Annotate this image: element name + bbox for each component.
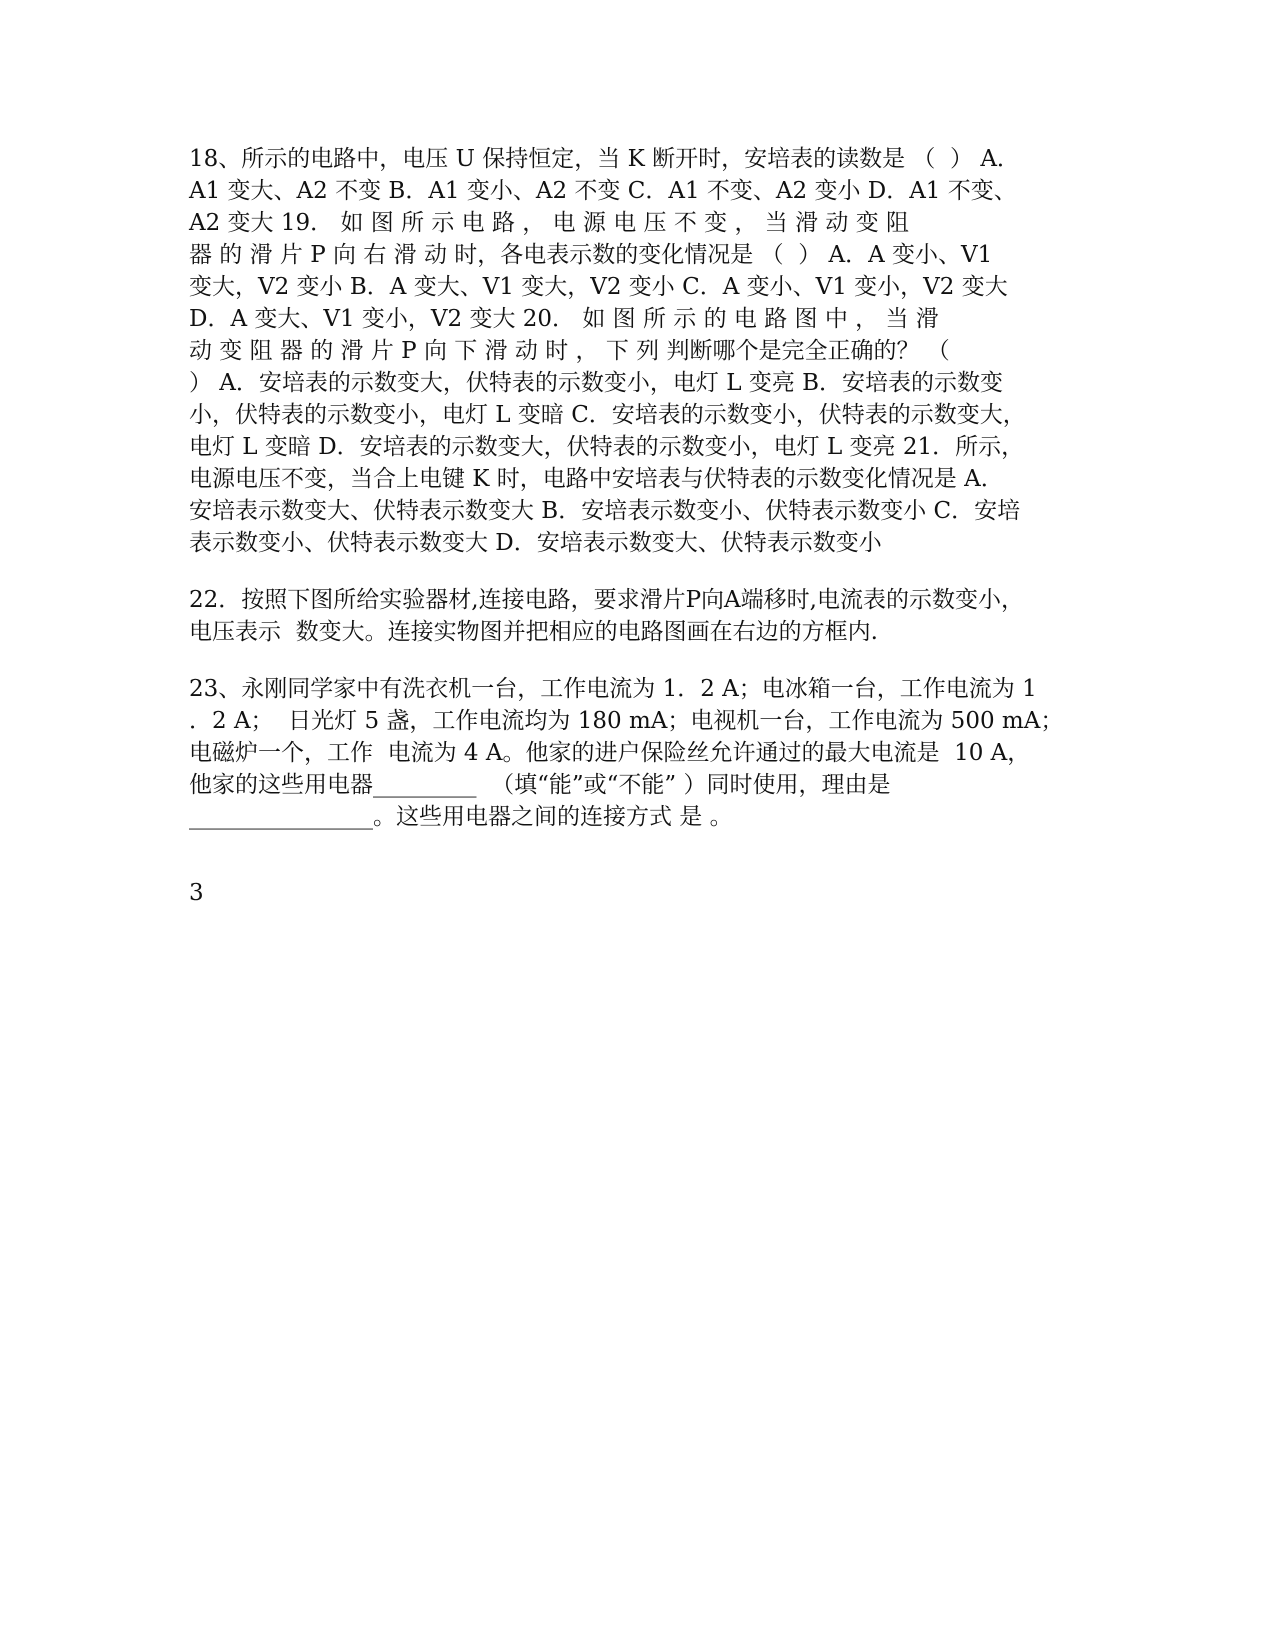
text-line: 表示数变小、伏特表示数变大 D．安培表示数变大、伏特表示数变小 [189, 530, 882, 556]
text-line: ） A．安培表的示数变大，伏特表的示数变小，电灯 L 变亮 B．安培表的示数变 [189, 370, 1004, 396]
text-line: 安培表示数变大、伏特表示数变大 B．安培表示数变小、伏特表示数变小 C．安培 [189, 498, 1021, 524]
text-line: 电磁炉一个，工作 电流为 4 A。他家的进户保险丝允许通过的最大电流是 10 A， [189, 740, 1031, 766]
text-line: 电灯 L 变暗 D．安培表的示数变大，伏特表的示数变小，电灯 L 变亮 21．所示， [189, 434, 1025, 460]
text-line: D．A 变大、V1 变小，V2 变大 20． 如 图 所 示 的 电 路 图 中 ， 当 滑 [189, 306, 939, 332]
text-line: 变大，V2 变小 B．A 变大、V1 变大，V2 变小 C．A 变小、V1 变小，V2 变大 [189, 274, 1008, 300]
text-line: ．2 A； 日光灯 5 盏，工作电流均为 180 mA；电视机一台，工作电流为 500 mA； [189, 708, 1064, 734]
text-line: 23、永刚同学家中有洗衣机一台，工作电流为 1．2 A；电冰箱一台，工作电流为 1 [189, 676, 1037, 702]
text-line: 电压表示 数变大。连接实物图并把相应的电路图画在右边的方框内. [189, 619, 878, 645]
page-number: 3 [189, 880, 204, 906]
text-line: 动 变 阻 器 的 滑 片 P 向 下 滑 动 时 ， 下 列 判断哪个是完全正确的？ （ [189, 338, 950, 364]
text-line: ________________。这些用电器之间的连接方式 是 。 [189, 804, 733, 830]
text-line: 18、所示的电路中，电压 U 保持恒定，当 K 断开时，安培表的读数是 （ ） A． [189, 146, 1020, 172]
text-line: 器 的 滑 片 P 向 右 滑 动 时，各电表示数的变化情况是 （ ） A．A 变小、V1 [189, 242, 993, 268]
text-line: 22．按照下图所给实验器材,连接电路，要求滑片P向A端移时,电流表的示数变小， [189, 587, 1024, 613]
text-line: A2 变大 19． 如 图 所 示 电 路 ， 电 源 电 压 不 变 ， 当 滑 动 变 阻 [189, 210, 910, 236]
text-line: 他家的这些用电器_________ （填“能”或“不能” ）同时使用，理由是 [189, 772, 891, 798]
text-line: 电源电压不变，当合上电键 K 时，电路中安培表与伏特表的示数变化情况是 A． [189, 466, 1004, 492]
text-line: A1 变大、A2 不变 B．A1 变小、A2 不变 C．A1 不变、A2 变小 D．A1 不变、 [189, 178, 1017, 204]
text-line: 小，伏特表的示数变小，电灯 L 变暗 C．安培表的示数变小，伏特表的示数变大， [189, 402, 1026, 428]
